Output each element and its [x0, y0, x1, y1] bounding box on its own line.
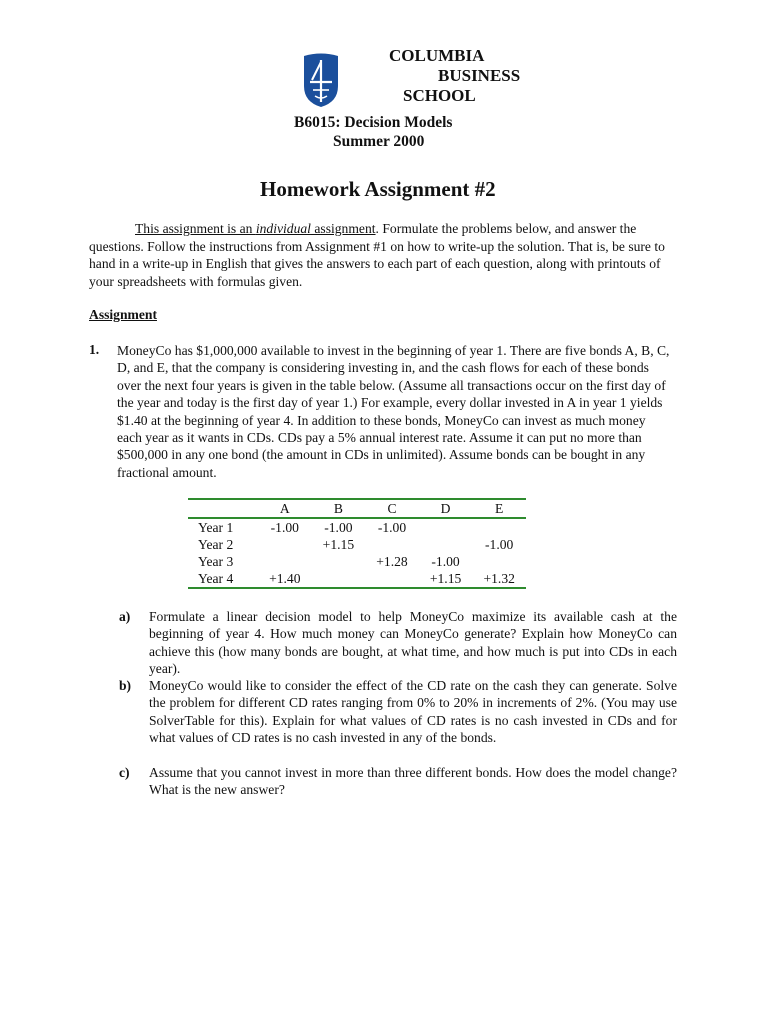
table-cell: +1.28: [376, 553, 408, 569]
table-cell: [419, 518, 473, 536]
table-cell: -1.00: [485, 536, 514, 552]
table-cell: +1.32: [483, 570, 515, 586]
table-header-cell: [188, 499, 258, 518]
table-header-cell: C: [387, 500, 397, 516]
table-row: [188, 536, 526, 553]
table-row: [188, 553, 526, 570]
intro-rest: . Formulate the problems below, and answer the questions. Follow the instructions from Assignment #1 on how to write-up the solution. That is, be sure to hand in a write-up in English that gives the answers to each part of each question, along with printouts of your spreadsheets with formulas given.: [89, 221, 665, 289]
row-label: Year 1: [198, 519, 234, 535]
table-cell: [258, 553, 312, 570]
subpart-label: b): [119, 678, 132, 693]
table-cell: -1.00: [324, 519, 353, 535]
subpart-text: Formulate a linear decision model to help MoneyCo maximize its available cash at the beginning of year 4. How much money can MoneyCo generate? Explain how MoneyCo can achieve this (how many bonds are bought, at what time, and how much is put into CDs in each year).: [149, 609, 677, 677]
school-name-line1: COLUMBIA: [389, 46, 485, 65]
table-cell: +1.40: [269, 570, 301, 586]
subpart-text: MoneyCo would like to consider the effect of the CD rate on the cash they can generate. Solve the problem for different CD rates ranging from 0% to 20% in increments of 2%. (You may use SolverTable for this). Explain for what values of CD rates is no cash invested in CDs and for what values of CD rates is no cash invested in any of the bonds.: [149, 678, 677, 746]
school-name-line2: BUSINESS: [438, 66, 521, 85]
section-heading: Assignment: [89, 307, 157, 322]
table-header-cell: E: [495, 500, 504, 516]
school-name-line3: SCHOOL: [403, 86, 476, 105]
question-number: 1.: [89, 342, 100, 357]
table-cell: -1.00: [377, 519, 407, 535]
table-cell: [312, 570, 366, 588]
question-text: MoneyCo has $1,000,000 available to invest in the beginning of year 1. There are five bonds A, B, C, D, and E, that the company is considering investing in, and the cash flows for each of these bonds over the next four years is given in the table below. (Assume all transactions occur on the first day of the year and today is the first day of year 1.) For example, every dollar invested in A in year 1 yields $1.40 at the beginning of year 4. In addition to these bonds, MoneyCo can invest as much money each year as it wants in CDs. CDs pay a 5% annual interest rate. Assume it can put no more than $500,000 in any one bond (the amount in CDs in unlimited). Assume bonds can be bought in any fractional amount.: [117, 343, 670, 480]
subpart-label: c): [119, 765, 130, 780]
row-label: Year 2: [198, 536, 234, 552]
row-label: Year 4: [198, 570, 234, 586]
table-header-cell: A: [279, 500, 290, 516]
subpart-label: a): [119, 609, 131, 624]
table-cell: +1.15: [322, 536, 355, 552]
table-cell: [472, 518, 526, 536]
subpart-text: Assume that you cannot invest in more than three different bonds. How does the model change? What is the new answer?: [149, 765, 677, 798]
table-header-row: [188, 499, 526, 518]
table-cell: [258, 536, 312, 553]
table-header-cell: D: [440, 500, 451, 516]
intro-part1: This assignment is an: [135, 221, 256, 236]
intro-part2: assignment: [310, 221, 376, 236]
intro-paragraph: [89, 220, 679, 290]
course-code: B6015: Decision Models: [294, 114, 453, 131]
row-label: Year 3: [198, 553, 234, 569]
table-row: [188, 570, 526, 588]
table-cell: [419, 536, 473, 553]
table-cell: -1.00: [431, 553, 460, 569]
table-header-cell: B: [333, 500, 343, 516]
course-term: Summer 2000: [333, 133, 425, 150]
table-cell: +1.15: [429, 570, 462, 586]
table-cell: [365, 570, 419, 588]
columbia-crown-shield-icon: [300, 52, 342, 108]
cash-flow-table: [188, 498, 526, 589]
table-cell: [312, 553, 366, 570]
intro-emphasis: individual: [255, 221, 311, 236]
table-cell: -1.00: [270, 519, 299, 535]
table-row: [188, 518, 526, 536]
page-title: Homework Assignment #2: [260, 177, 496, 201]
table-cell: [472, 553, 526, 570]
table-cell: [365, 536, 419, 553]
